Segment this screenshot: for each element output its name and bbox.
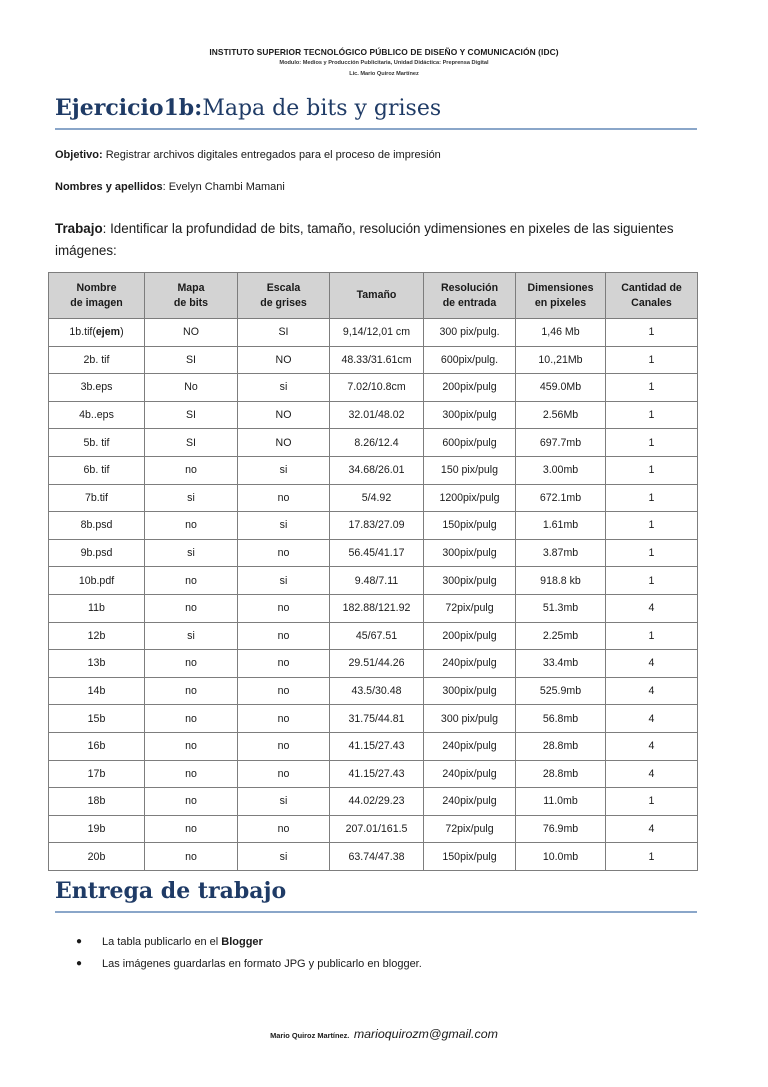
column-header-line: Resolución xyxy=(440,281,499,294)
table-row xyxy=(49,319,698,347)
table-cell: 8.26/12.4 xyxy=(330,429,424,457)
table-cell: 5/4.92 xyxy=(330,484,424,512)
table-cell: 7b.tif xyxy=(49,484,145,512)
table-header xyxy=(49,273,698,319)
table-cell: si xyxy=(238,788,330,816)
table-cell: 17b xyxy=(49,760,145,788)
table-cell: 1 xyxy=(606,788,698,816)
table-cell: 11b xyxy=(49,594,145,622)
list-item-text: Las imágenes guardarlas en formato JPG y publicarlo en blogger. xyxy=(102,958,422,970)
list-item-text: La tabla publicarlo en el xyxy=(102,936,222,948)
table-cell: 5b. tif xyxy=(49,429,145,457)
list-item-bold: Blogger xyxy=(221,936,263,948)
column-header-line: Dimensiones xyxy=(527,281,594,294)
column-header xyxy=(516,273,606,319)
table-cell: 12b xyxy=(49,622,145,650)
table-cell: si xyxy=(238,843,330,871)
table-cell: si xyxy=(238,512,330,540)
table-cell: NO xyxy=(238,346,330,374)
table-cell: 10b.pdf xyxy=(49,567,145,595)
table-cell: 200pix/pulg xyxy=(424,374,516,402)
footer-name: Mario Quiroz Martínez. xyxy=(270,1031,350,1040)
table-cell: 28.8mb xyxy=(516,760,606,788)
table-row xyxy=(49,374,698,402)
table-cell: 240pix/pulg xyxy=(424,650,516,678)
table-row xyxy=(49,843,698,871)
table-cell: No xyxy=(145,374,238,402)
table-cell: 600pix/pulg xyxy=(424,429,516,457)
table-cell: no xyxy=(238,539,330,567)
column-header xyxy=(330,273,424,319)
table-cell: 240pix/pulg xyxy=(424,732,516,760)
table-cell: 459.0Mb xyxy=(516,374,606,402)
table-cell: si xyxy=(238,567,330,595)
table-cell: 41.15/27.43 xyxy=(330,760,424,788)
table-cell: SI xyxy=(238,319,330,347)
table-cell: 600pix/pulg. xyxy=(424,346,516,374)
table-row xyxy=(49,622,698,650)
table-cell: 43.5/30.48 xyxy=(330,677,424,705)
bullet-icon: ● xyxy=(76,958,83,969)
table-cell: 1b.tif(ejem) xyxy=(49,319,145,347)
table-cell: no xyxy=(145,567,238,595)
table-cell: 2b. tif xyxy=(49,346,145,374)
table-cell: 200pix/pulg xyxy=(424,622,516,650)
table-cell: 31.75/44.81 xyxy=(330,705,424,733)
column-header-line: Cantidad de xyxy=(621,281,682,294)
column-header-line: Nombre xyxy=(76,281,117,294)
table-row xyxy=(49,594,698,622)
task-paragraph xyxy=(55,218,675,262)
table-row xyxy=(49,456,698,484)
column-header xyxy=(424,273,516,319)
table-cell: no xyxy=(145,456,238,484)
table-cell: no xyxy=(145,650,238,678)
objective-label: Objetivo: xyxy=(55,149,103,161)
table-cell: 56.8mb xyxy=(516,705,606,733)
table-body xyxy=(49,319,698,871)
table-cell: 13b xyxy=(49,650,145,678)
task-label: Trabajo xyxy=(55,221,103,236)
table-cell: 44.02/29.23 xyxy=(330,788,424,816)
table-cell: 1 xyxy=(606,843,698,871)
table-cell: 240pix/pulg xyxy=(424,788,516,816)
title-text: Mapa de bits y grises xyxy=(202,96,442,121)
delivery-heading: Entrega de trabajo xyxy=(55,878,287,904)
header-institution: INSTITUTO SUPERIOR TECNOLÓGICO PÚBLICO DE DISEÑO Y COMUNICACIÓN (IDC) xyxy=(209,47,559,57)
table-cell: 32.01/48.02 xyxy=(330,401,424,429)
table-row xyxy=(49,567,698,595)
table-cell: 4 xyxy=(606,705,698,733)
table-cell: 2.56Mb xyxy=(516,401,606,429)
table-cell: 4 xyxy=(606,815,698,843)
table-cell: no xyxy=(145,815,238,843)
table-cell: 9.48/7.11 xyxy=(330,567,424,595)
table-cell: no xyxy=(238,760,330,788)
column-header xyxy=(49,273,145,319)
table-cell: 4 xyxy=(606,650,698,678)
header-module: Modulo: Medios y Producción Publicitaria, Unidad Didáctica: Preprensa Digital xyxy=(279,60,489,66)
column-header-line: Escala xyxy=(266,281,301,294)
column-header-line: Mapa xyxy=(177,281,205,294)
column-header-line: Canales xyxy=(631,296,672,309)
table-cell: 63.74/47.38 xyxy=(330,843,424,871)
column-header-line: de imagen xyxy=(70,296,123,309)
table-cell: no xyxy=(238,484,330,512)
table-cell: 150 pix/pulg xyxy=(424,456,516,484)
objective-line xyxy=(55,149,441,161)
table-cell: 41.15/27.43 xyxy=(330,732,424,760)
names-line xyxy=(55,181,285,193)
table-cell: 2.25mb xyxy=(516,622,606,650)
column-header xyxy=(238,273,330,319)
images-table xyxy=(48,272,698,871)
table-cell: 6b. tif xyxy=(49,456,145,484)
list-item xyxy=(74,931,422,953)
page-title xyxy=(55,95,441,121)
column-header-line: de entrada xyxy=(442,296,497,309)
header-lecturer: Lic. Mario Quiroz Martínez xyxy=(349,71,419,77)
table-row xyxy=(49,429,698,457)
column-header-line: en pixeles xyxy=(534,296,587,309)
table-cell: 56.45/41.17 xyxy=(330,539,424,567)
table-cell: 300 pix/pulg xyxy=(424,705,516,733)
table-cell: 1.61mb xyxy=(516,512,606,540)
table-row xyxy=(49,650,698,678)
table-cell: 150pix/pulg xyxy=(424,843,516,871)
table-cell: no xyxy=(145,788,238,816)
table-cell: no xyxy=(145,677,238,705)
footer-email: marioquirozm@gmail.com xyxy=(353,1027,498,1041)
table-cell: 1 xyxy=(606,401,698,429)
table-cell: 33.4mb xyxy=(516,650,606,678)
footer xyxy=(0,1025,768,1043)
table-cell: SI xyxy=(145,429,238,457)
table-cell: NO xyxy=(238,429,330,457)
table-row xyxy=(49,401,698,429)
table-row xyxy=(49,705,698,733)
table-cell: no xyxy=(145,760,238,788)
table-cell: 3b.eps xyxy=(49,374,145,402)
table-row xyxy=(49,732,698,760)
table-row xyxy=(49,539,698,567)
task-text: : Identificar la profundidad de bits, tamaño, resolución ydimensiones en pixeles de las siguientes imágenes: xyxy=(55,221,674,258)
column-header-line: Tamaño xyxy=(356,289,397,301)
table-cell: 1 xyxy=(606,346,698,374)
names-label: Nombres y apellidos xyxy=(55,181,163,193)
table-cell: 76.9mb xyxy=(516,815,606,843)
table-cell: 207.01/161.5 xyxy=(330,815,424,843)
table-cell: 34.68/26.01 xyxy=(330,456,424,484)
table-cell: no xyxy=(145,512,238,540)
table-cell: 72pix/pulg xyxy=(424,815,516,843)
table-cell: no xyxy=(238,594,330,622)
table-cell: 10.,21Mb xyxy=(516,346,606,374)
table-row xyxy=(49,815,698,843)
table-row xyxy=(49,346,698,374)
table-cell: 150pix/pulg xyxy=(424,512,516,540)
names-text: : Evelyn Chambi Mamani xyxy=(162,181,285,193)
table-cell: 9b.psd xyxy=(49,539,145,567)
table-cell: 1 xyxy=(606,429,698,457)
table-cell: SI xyxy=(145,401,238,429)
table-cell: si xyxy=(145,539,238,567)
title-divider xyxy=(55,128,697,130)
table-header-row xyxy=(49,273,698,319)
table-cell: no xyxy=(145,594,238,622)
table-cell: 300 pix/pulg. xyxy=(424,319,516,347)
table-cell: 182.88/121.92 xyxy=(330,594,424,622)
title-prefix: Ejercicio1b: xyxy=(55,95,203,121)
table-cell: no xyxy=(145,843,238,871)
bullet-icon: ● xyxy=(76,936,83,947)
table-cell: 15b xyxy=(49,705,145,733)
table-cell: no xyxy=(238,650,330,678)
delivery-list xyxy=(74,931,422,975)
table-cell: 1 xyxy=(606,539,698,567)
table-cell: 29.51/44.26 xyxy=(330,650,424,678)
table-cell: 18b xyxy=(49,788,145,816)
table-cell: si xyxy=(145,622,238,650)
table-cell: 4 xyxy=(606,760,698,788)
table-cell: 1 xyxy=(606,512,698,540)
table-cell: 672.1mb xyxy=(516,484,606,512)
table-cell: 72pix/pulg xyxy=(424,594,516,622)
list-item xyxy=(74,953,422,975)
table-cell: 14b xyxy=(49,677,145,705)
table-cell: 9,14/12,01 cm xyxy=(330,319,424,347)
table-cell: si xyxy=(238,456,330,484)
table-cell: 918.8 kb xyxy=(516,567,606,595)
table-cell: si xyxy=(238,374,330,402)
table-cell: 1,46 Mb xyxy=(516,319,606,347)
table-cell: 525.9mb xyxy=(516,677,606,705)
table-row xyxy=(49,760,698,788)
table-cell: 45/67.51 xyxy=(330,622,424,650)
table-cell: 4 xyxy=(606,677,698,705)
table-cell: 28.8mb xyxy=(516,732,606,760)
table-cell: no xyxy=(238,815,330,843)
table-cell: 4 xyxy=(606,594,698,622)
table-cell: 7.02/10.8cm xyxy=(330,374,424,402)
column-header-line: de grises xyxy=(260,296,307,309)
table-cell: 4 xyxy=(606,732,698,760)
table-row xyxy=(49,484,698,512)
table-cell: 1 xyxy=(606,374,698,402)
table-cell: 10.0mb xyxy=(516,843,606,871)
objective-text: Registrar archivos digitales entregados para el proceso de impresión xyxy=(105,149,441,161)
table-cell: 1 xyxy=(606,484,698,512)
table-cell: 300pix/pulg xyxy=(424,567,516,595)
table-cell: no xyxy=(238,705,330,733)
table-cell: 4b..eps xyxy=(49,401,145,429)
column-header-line: de bits xyxy=(173,296,209,309)
table-cell: NO xyxy=(238,401,330,429)
table-cell: 697.7mb xyxy=(516,429,606,457)
table-cell: 1 xyxy=(606,567,698,595)
table-cell: 8b.psd xyxy=(49,512,145,540)
table-cell: 1 xyxy=(606,622,698,650)
table-cell: no xyxy=(145,705,238,733)
table-cell: 1200pix/pulg xyxy=(424,484,516,512)
table-cell: 48.33/31.61cm xyxy=(330,346,424,374)
table-cell: si xyxy=(145,484,238,512)
table-row xyxy=(49,677,698,705)
column-header xyxy=(145,273,238,319)
column-header xyxy=(606,273,698,319)
table-cell: no xyxy=(145,732,238,760)
table-cell: 1 xyxy=(606,456,698,484)
table-cell: 300pix/pulg xyxy=(424,677,516,705)
table-cell: 240pix/pulg xyxy=(424,760,516,788)
table-cell: 17.83/27.09 xyxy=(330,512,424,540)
table-cell: 1 xyxy=(606,319,698,347)
table-cell: 19b xyxy=(49,815,145,843)
table-row xyxy=(49,788,698,816)
table-cell: 300pix/pulg xyxy=(424,401,516,429)
table-cell: 51.3mb xyxy=(516,594,606,622)
table-cell: no xyxy=(238,622,330,650)
delivery-divider xyxy=(55,911,697,913)
table-cell: NO xyxy=(145,319,238,347)
table-cell: 16b xyxy=(49,732,145,760)
table-cell: SI xyxy=(145,346,238,374)
table-cell: no xyxy=(238,732,330,760)
table-cell: 3.87mb xyxy=(516,539,606,567)
table-cell: no xyxy=(238,677,330,705)
table-row xyxy=(49,512,698,540)
table-cell: 3.00mb xyxy=(516,456,606,484)
table-cell: 11.0mb xyxy=(516,788,606,816)
table-cell: 20b xyxy=(49,843,145,871)
table-cell: 300pix/pulg xyxy=(424,539,516,567)
